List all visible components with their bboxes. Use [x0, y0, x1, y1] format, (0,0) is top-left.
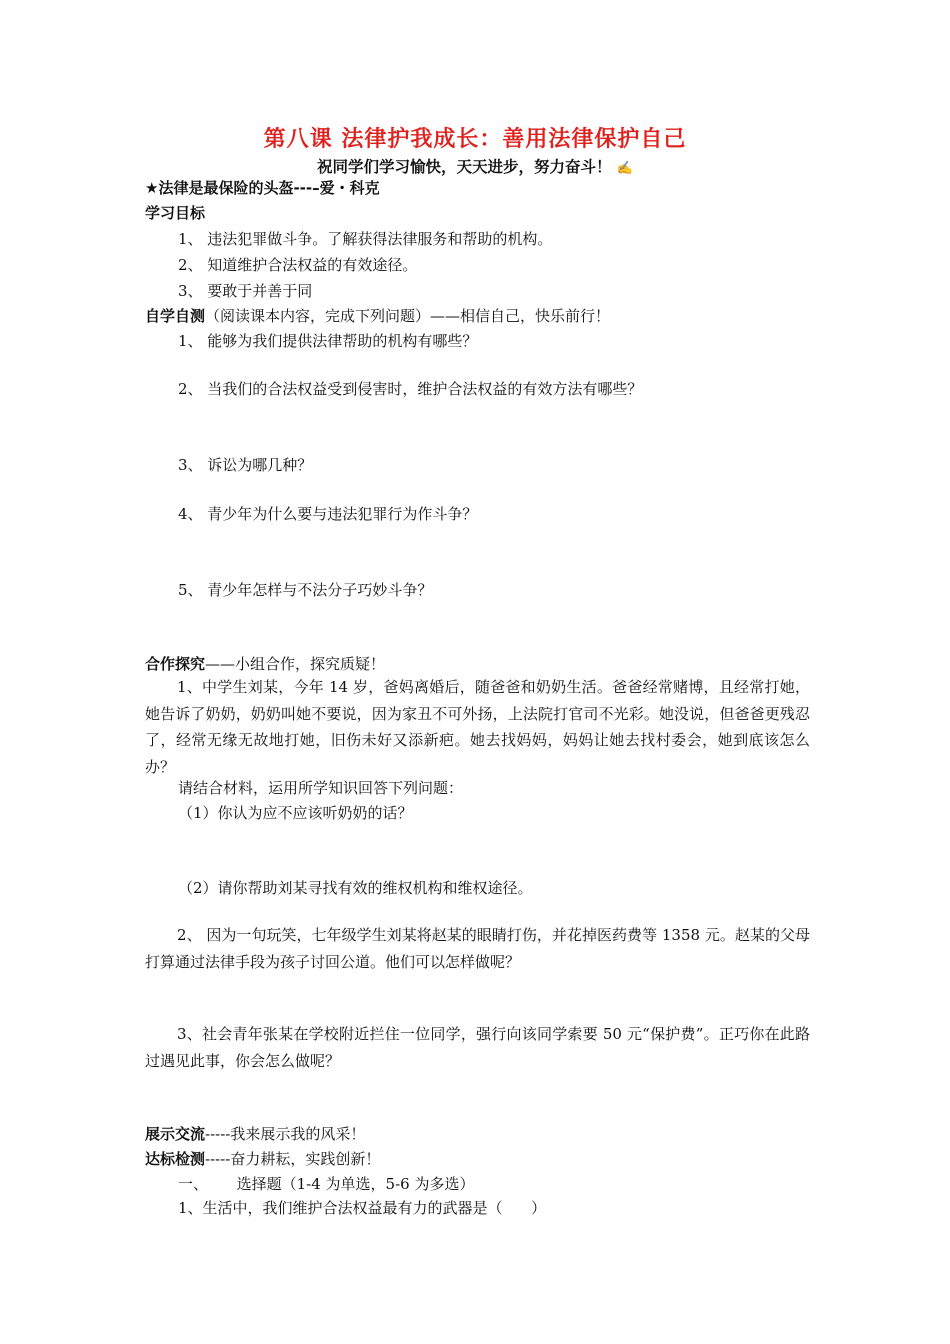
coop-header — [145, 654, 385, 674]
goal-item: 1、 违法犯罪做斗争。了解获得法律服务和帮助的机构。 — [178, 230, 553, 248]
lesson-title: 第八课 法律护我成长：善用法律保护自己 — [263, 127, 687, 152]
choice-question: 1、生活中，我们维护合法权益最有力的武器是（ ） — [178, 1199, 547, 1217]
case-prompt: 请结合材料，运用所学知识回答下列问题： — [178, 779, 464, 797]
case-2-text: 2、 因为一句玩笑，七年级学生刘某将赵某的眼睛打伤，并花掉医药费等 1358 元。赵某的父母打算通过法律手段为孩子讨回公道。他们可以怎样做呢？ — [145, 926, 810, 971]
case-question: （1）你认为应不应该听奶奶的话？ — [178, 804, 413, 822]
coop-note: ——小组合作，探究质疑！ — [205, 655, 386, 673]
choice-section: 一、 选择题（1-4 为单选，5-6 为多选） — [178, 1175, 475, 1193]
coop-heading: 合作探究 — [145, 655, 206, 673]
subtitle — [0, 155, 950, 177]
selftest-question: 2、 当我们的合法权益受到侵害时，维护合法权益的有效方法有哪些？ — [178, 380, 643, 398]
motto: ★法律是最保险的头盔---–爱・科克 — [145, 179, 380, 197]
check-note: -----奋力耕耘，实践创新！ — [205, 1150, 381, 1168]
selftest-note: （阅读课本内容，完成下列问题）——相信自己，快乐前行！ — [205, 307, 611, 325]
writing-hand-icon: ✍ — [616, 161, 634, 176]
show-header — [145, 1124, 365, 1144]
selftest-heading: 自学自测 — [145, 307, 206, 325]
selftest-question: 5、 青少年怎样与不法分子巧妙斗争？ — [178, 581, 433, 599]
subtitle-text: 祝同学们学习愉快，天天进步，努力奋斗！ — [316, 157, 612, 176]
show-heading: 展示交流 — [145, 1125, 206, 1143]
case-1-text: 1、中学生刘某，今年 14 岁，爸妈离婚后，随爸爸和奶奶生活。爸爸经常赌博，且经常打她，她告诉了奶奶，奶奶叫她不要说，因为家丑不可外扬，上法院打官司不光彩。她没说，但爸爸更残忍了，经常无缘无故地打她，旧伤未好又添新疤。她去找妈妈，妈妈让她去找村委会，她到底该怎么办？ — [145, 678, 810, 776]
check-heading: 达标检测 — [145, 1150, 206, 1168]
goal-item: 3、 要敢于并善于同 — [178, 282, 313, 300]
case-3-text: 3、社会青年张某在学校附近拦住一位同学，强行向该同学索要 50 元“保护费”。正巧你在此路过遇见此事，你会怎么做呢？ — [145, 1025, 810, 1070]
case-question: （2）请你帮助刘某寻找有效的维权机构和维权途径。 — [178, 879, 533, 897]
selftest-header — [145, 306, 610, 326]
selftest-question: 3、 诉讼为哪几种？ — [178, 456, 313, 474]
selftest-question: 1、 能够为我们提供法律帮助的机构有哪些？ — [178, 332, 478, 350]
selftest-question: 4、 青少年为什么要与违法犯罪行为作斗争？ — [178, 505, 478, 523]
show-note: -----我来展示我的风采！ — [205, 1125, 366, 1143]
goal-item: 2、 知道维护合法权益的有效途径。 — [178, 256, 418, 274]
goals-heading: 学习目标 — [145, 204, 206, 222]
check-header — [145, 1149, 380, 1169]
